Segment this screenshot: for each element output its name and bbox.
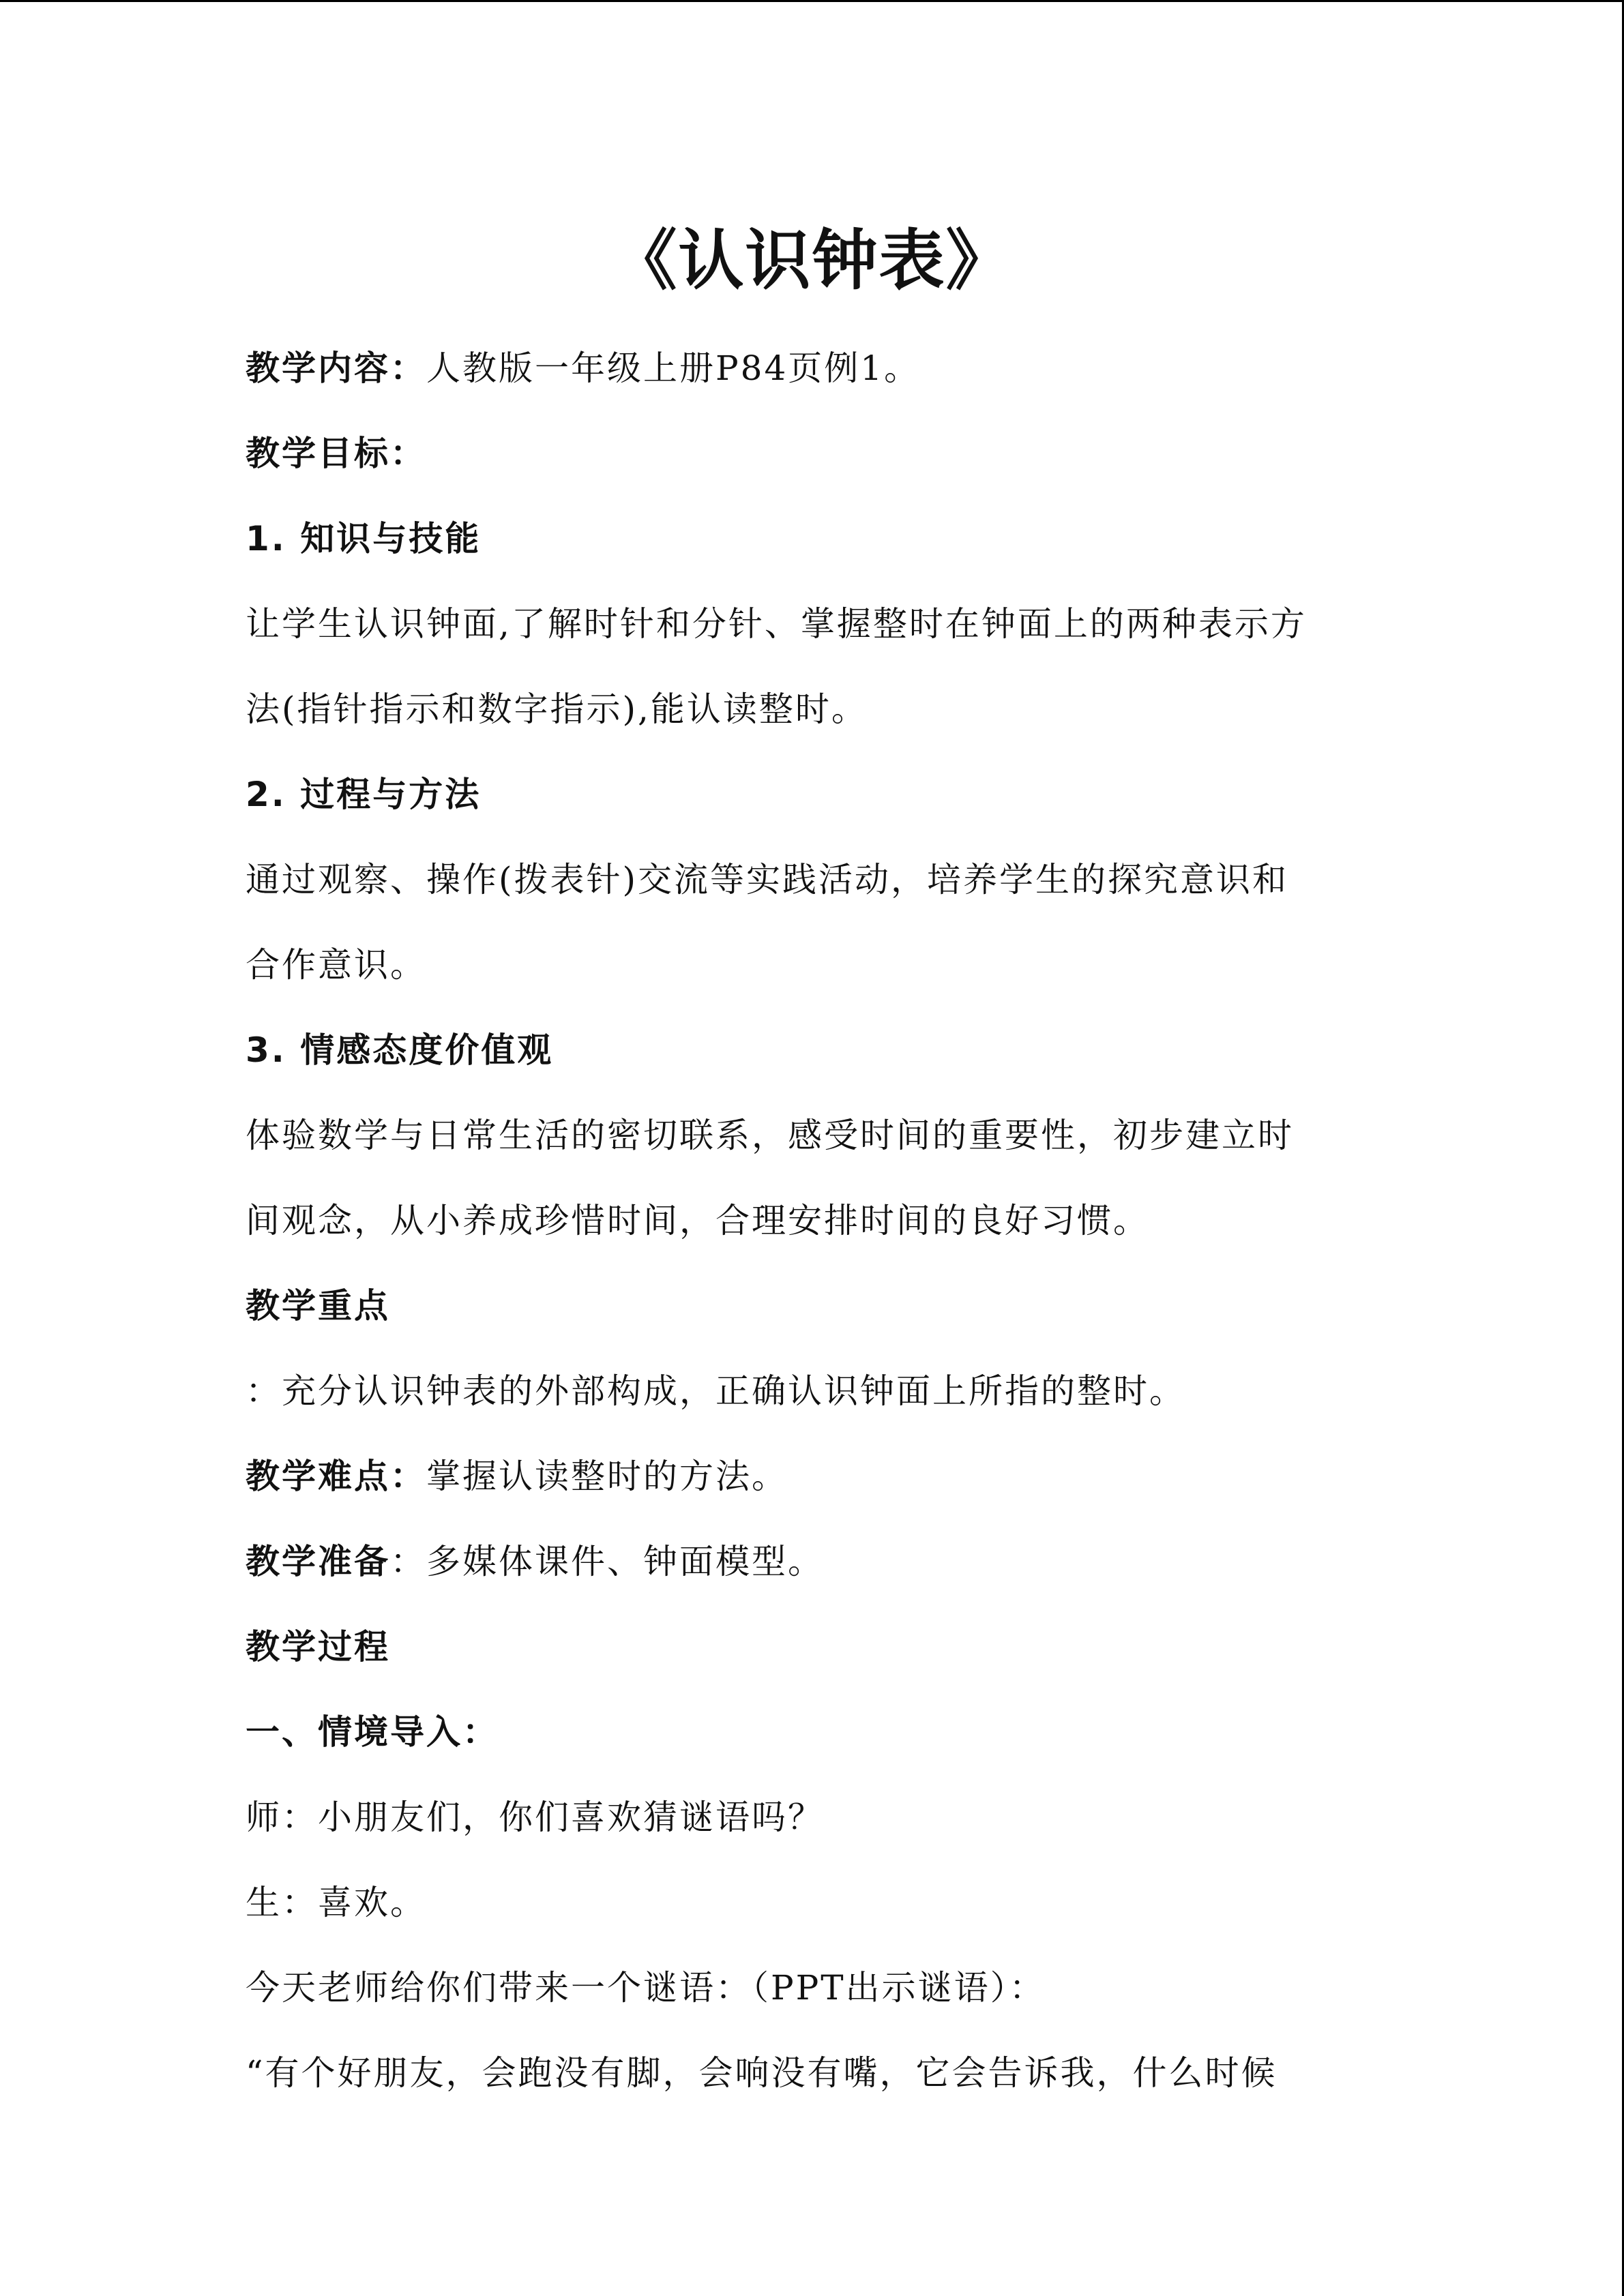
riddle-line: “有个好朋友，会跑没有脚，会响没有嘴，它会告诉我，什么时候 <box>246 2053 1278 2093</box>
dialogue-line-2: 生：喜欢。 <box>246 1883 426 1922</box>
dialogue-line-1: 师：小朋友们，你们喜欢猜谜语吗？ <box>246 1798 824 1837</box>
key-point-text: ：充分认识钟表的外部构成，正确认识钟面上所指的整时。 <box>246 1371 1185 1411</box>
key-point-heading: 教学重点 <box>246 1286 390 1326</box>
objective-2-heading: 2. 过程与方法 <box>246 775 482 814</box>
objective-1-line-1: 让学生认识钟面,了解时针和分针、掌握整时在钟面上的两种表示方 <box>246 604 1307 644</box>
objective-3-line-1: 体验数学与日常生活的密切联系，感受时间的重要性，初步建立时 <box>246 1116 1294 1155</box>
objectives-heading: 教学目标： <box>246 434 426 473</box>
teaching-content-label: 教学内容： <box>246 348 426 388</box>
objective-2-line-1: 通过观察、操作(拨表针)交流等实践活动，培养学生的探究意识和 <box>246 860 1289 899</box>
page-top-border <box>0 0 1624 2</box>
teaching-content-text: 人教版一年级上册P84页例1。 <box>426 348 921 388</box>
difficulty-label: 教学难点： <box>246 1457 426 1496</box>
document-title: 《认识钟表》 <box>611 222 1013 299</box>
preparation-label: 教学准备 <box>246 1542 390 1581</box>
objective-2-line-2: 合作意识。 <box>246 945 426 985</box>
preparation-line <box>246 1538 1391 1585</box>
difficulty-line <box>246 1452 1391 1500</box>
objective-1-line-2: 法(指针指示和数字指示),能认读整时。 <box>246 689 868 729</box>
process-heading: 教学过程 <box>246 1627 390 1667</box>
dialogue-line-3: 今天老师给你们带来一个谜语：（PPT出示谜语）： <box>246 1968 1046 2008</box>
teaching-content-line <box>246 344 1391 392</box>
preparation-text: ：多媒体课件、钟面模型。 <box>390 1542 824 1581</box>
objective-3-line-2: 间观念，从小养成珍惜时间，合理安排时间的良好习惯。 <box>246 1201 1149 1240</box>
difficulty-text: 掌握认读整时的方法。 <box>426 1457 788 1496</box>
section-1-heading: 一、情境导入： <box>246 1712 499 1752</box>
objective-1-heading: 1. 知识与技能 <box>246 519 482 558</box>
objective-3-heading: 3. 情感态度价值观 <box>246 1030 554 1070</box>
